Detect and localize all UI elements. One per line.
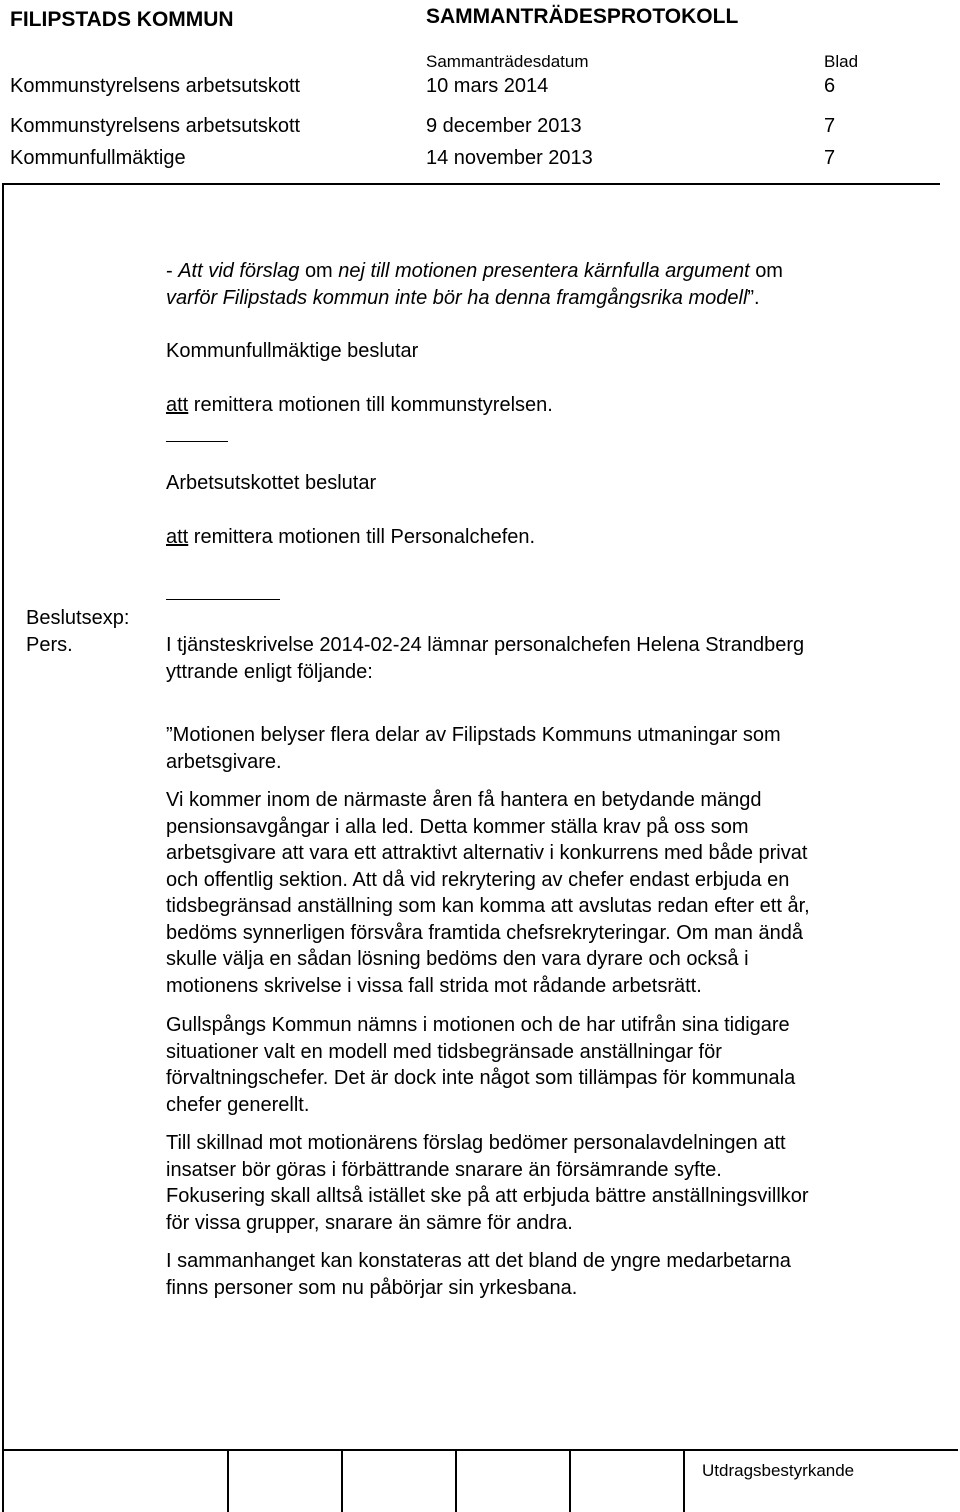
att-keyword: att (166, 526, 189, 548)
signature-box-divider (2, 1451, 4, 1512)
text-line: Till skillnad mot motionärens förslag bedömer personalavdelningen att (166, 1132, 786, 1154)
text-line: skulle välja en sådan lösning bedöms den vara dyrare och också i (166, 948, 749, 970)
certification-label: Utdragsbestyrkande (702, 1461, 855, 1480)
statement-paragraph (166, 1248, 926, 1301)
text-line: tidsbegränsad anställning som kan komma att avslutas redan efter ett år, (166, 895, 810, 917)
header-row-body: Kommunfullmäktige (10, 147, 186, 169)
quote-nej-till: nej till motionen presentera kärnfulla argument (332, 260, 756, 282)
text-line: Fokusering skall alltså istället ske på att erbjuda bättre anställningsvillkor (166, 1185, 809, 1207)
header-row-body: Kommunstyrelsens arbetsutskott (10, 115, 301, 137)
statement-paragraph (166, 787, 926, 999)
decision-dispatch-label: Beslutsexp: (26, 607, 130, 629)
frame-bottom-rule (2, 1449, 958, 1451)
header-row-date: 14 november 2013 (426, 147, 593, 169)
header-row-page: 7 (824, 115, 836, 137)
statement-paragraph (166, 1130, 926, 1236)
statement-intro (166, 632, 926, 685)
text-line: motionens skrivelse i vissa fall strida mot rådande arbetsrätt. (166, 974, 702, 997)
au-decision-text (166, 524, 535, 551)
quote-att: Att (178, 260, 203, 282)
frame-top-rule (2, 183, 940, 185)
motion-quote (166, 258, 926, 311)
document-type: SAMMANTRÄDESPROTOKOLL (426, 5, 739, 28)
text-line: Gullspångs Kommun nämns i motionen och de har utifrån sina tidigare (166, 1014, 790, 1036)
text-line: och offentlig sektion. Att då vid rekrytering av chefer endast erbjuda en (166, 868, 790, 891)
text-line: ”Motionen belyser flera delar av Filipstads Kommuns utmaningar som (166, 724, 781, 746)
header-row-page: 6 (824, 75, 836, 97)
quote-om: om (304, 260, 333, 282)
text-line: Vi kommer inom de närmaste åren få hantera en betydande mängd (166, 789, 762, 811)
text-line: pensionsavgångar i alla led. Detta kommer ställa krav på oss som (166, 815, 749, 838)
text-line: I tjänsteskrivelse 2014-02-24 lämnar personalchefen Helena Strandberg (166, 634, 805, 656)
att-keyword: att (166, 394, 189, 416)
header-row-page: 7 (824, 147, 836, 169)
separator-line (166, 441, 228, 442)
header-row-body: Kommunstyrelsens arbetsutskott (10, 75, 301, 97)
text-line: situationer valt en modell med tidsbegränsade anställningar för (166, 1040, 722, 1063)
kf-decision-body: remittera motionen till kommunstyrelsen. (188, 394, 553, 416)
text-line: arbetsgivare. (166, 750, 282, 773)
meeting-date-label: Sammanträdesdatum (426, 52, 589, 71)
signature-box-divider (455, 1451, 457, 1512)
text-line: I sammanhanget kan konstateras att det bland de yngre medarbetarna (166, 1250, 791, 1272)
frame-left-rule (2, 183, 4, 1450)
signature-box-divider (683, 1451, 685, 1512)
kf-decision-heading: Kommunfullmäktige beslutar (166, 340, 419, 362)
au-decision-body: remittera motionen till Personalchefen. (188, 526, 536, 548)
header-row-date: 10 mars 2014 (426, 75, 549, 97)
signature-box-divider (341, 1451, 343, 1512)
signature-box-divider (227, 1451, 229, 1512)
text-line: förvaltningschefer. Det är dock inte något som tillämpas för kommunala (166, 1067, 796, 1089)
statement-paragraph (166, 722, 926, 775)
separator-line (166, 599, 280, 600)
text-line: insatser bör göras i förbättrande snarare än försämrande syfte. (166, 1158, 722, 1181)
text-line: för vissa grupper, snarare än sämre för andra. (166, 1211, 573, 1234)
quote-om: om (755, 260, 783, 282)
text-line: finns personer som nu påbörjar sin yrkesbana. (166, 1276, 578, 1299)
header-row-date: 9 december 2013 (426, 115, 582, 137)
page-label: Blad (824, 52, 859, 71)
text-line: chefer generellt. (166, 1093, 310, 1116)
quote-vid-forslag: vid förslag (202, 260, 305, 282)
quote-end: ”. (747, 286, 760, 309)
text-line: arbetsgivare att vara ett attraktivt alternativ i konkurrens med både privat (166, 842, 808, 864)
municipality-name: FILIPSTADS KOMMUN (10, 8, 234, 31)
au-decision-heading: Arbetsutskottet beslutar (166, 472, 377, 494)
statement-paragraph (166, 1012, 926, 1118)
quote-line-2: varför Filipstads kommun inte bör ha denna framgångsrika modell (166, 286, 748, 309)
text-line: yttrande enligt följande: (166, 660, 373, 683)
signature-box-divider (569, 1451, 571, 1512)
text-line: bedöms synnerligen försvåra framtida chefsrekryteringar. Om man ändå (166, 921, 803, 944)
kf-decision-text (166, 392, 553, 419)
quote-dash: - (166, 260, 179, 282)
decision-dispatch-recipient: Pers. (26, 634, 73, 656)
